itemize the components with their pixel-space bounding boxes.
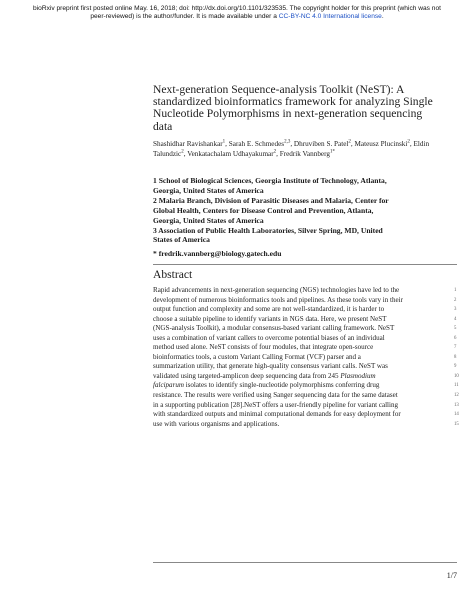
preprint-notice-line1: bioRxiv preprint first posted online May. 16, 2018; doi: http://dx.doi.org/10.1101/323535. The copyright holder for this preprint (which was not: [33, 5, 441, 12]
abstract-line: [153, 391, 457, 401]
affiliation-line: Global Health, Centers for Disease Control and Prevention, Atlanta,: [153, 205, 374, 215]
author: Shashidhar Ravishankar$^1$,: [153, 139, 229, 148]
author: Venkatachalam Udhayakumar$^2$,: [187, 149, 280, 158]
line-number: 11: [454, 383, 459, 389]
abstract-line: [153, 296, 457, 306]
title-line: data: [153, 119, 173, 133]
abstract-line: [153, 324, 457, 334]
abstract-text: in a supporting publication [28].NeST offers a user-friendly pipeline for variant calling: [153, 400, 398, 409]
abstract-line: [153, 372, 457, 382]
preprint-notice-line2: [0, 13, 474, 21]
line-number: 12: [454, 393, 459, 399]
author: Eldin Talundzic$^2$,: [153, 140, 430, 158]
author: Fredrik Vannberg$^{1*}$: [279, 149, 335, 158]
line-number: 3: [454, 307, 457, 313]
line-number: 8: [454, 354, 457, 360]
abstract-heading: Abstract: [153, 268, 193, 281]
line-number: 2: [454, 297, 457, 303]
preprint-notice-prefix: peer-reviewed) is the author/funder. It is made available under a: [90, 13, 279, 21]
abstract-line: [153, 353, 457, 363]
abstract-text: validated using targeted-amplicon deep sequencing data from 245: [153, 371, 341, 380]
abstract-line: [153, 362, 457, 372]
abstract-line: [153, 286, 457, 296]
author: Sarah E. Schmedes$^{2,3}$,: [228, 139, 294, 148]
line-number: 1: [454, 288, 457, 293]
affiliation-line: States of America: [153, 235, 210, 245]
line-number: 5: [454, 326, 457, 332]
affiliation-line: 2 Malaria Branch, Division of Parasitic Diseases and Malaria, Center for: [153, 195, 389, 205]
abstract-line: [153, 334, 457, 344]
affiliations: [153, 176, 443, 245]
section-divider: [153, 264, 457, 265]
abstract-text: falciparum: [153, 381, 184, 390]
preprint-notice: [0, 5, 474, 22]
abstract-text: uses a combination of variant callers to overcome potential biases of an individual: [153, 333, 385, 342]
license-link[interactable]: CC-BY-NC 4.0 International license: [278, 13, 382, 21]
line-number: 10: [454, 373, 459, 379]
abstract-text: isolates to identify single-nucleotide polymorphisms conferring drug: [183, 381, 380, 390]
title-line: Next-generation Sequence-analysis Toolkit (NeST): A: [153, 83, 405, 96]
affiliation-line: Georgia, United States of America: [153, 215, 264, 225]
line-number: 9: [454, 364, 457, 370]
paper-title: [153, 84, 453, 133]
abstract-text: resistance. The results were verified using Sanger sequencing data for the same dataset: [153, 391, 398, 400]
line-number: 6: [454, 335, 457, 341]
author: Dhruviben S. Patel$^2$,: [293, 139, 355, 148]
abstract-text: method used alone. NeST consists of four modules, that integrate open-source: [153, 343, 374, 352]
abstract-line: [153, 401, 457, 411]
abstract-line: [153, 305, 457, 315]
abstract-text: with standardized outputs and minimal computational demands for easy deployment for: [153, 410, 401, 419]
abstract-text: (NGS-analysis Toolkit), a modular consensus-based variant calling framework. NeST: [153, 324, 395, 333]
abstract-line: [153, 420, 457, 430]
title-line: standardized bioinformatics framework for analyzing Single: [153, 95, 433, 109]
affiliation-line: 1 School of Biological Sciences, Georgia Institute of Technology, Atlanta,: [153, 176, 387, 185]
abstract-text: choose a suitable pipeline to identify variants in NGS data. Here, we present NeST: [153, 314, 387, 323]
line-number: 7: [454, 345, 457, 351]
abstract-text: development of numerous bioinformatics tools and pipelines. As these tools vary in their: [153, 295, 403, 304]
abstract-text: bioinformatics tools, a custom Variant Calling Format (VCF) parser and a: [153, 352, 361, 361]
abstract-body: [153, 286, 457, 429]
author-list: [153, 139, 453, 159]
abstract-text: summarization utility, that generate high-quality consensus variant calls. NeST was: [153, 362, 388, 371]
abstract-text: Rapid advancements in next-generation sequencing (NGS) technologies have led to the: [153, 286, 400, 294]
abstract-text: Plasmodium: [340, 371, 376, 380]
footer-divider: [153, 562, 457, 563]
preprint-notice-suffix: .: [381, 13, 384, 21]
line-number: 14: [454, 412, 459, 418]
line-number: 4: [454, 316, 457, 322]
line-number: 13: [454, 402, 459, 408]
abstract-line: [153, 410, 457, 420]
affiliation-line: 3 Association of Public Health Laboratories, Silver Spring, MD, United: [153, 225, 383, 235]
abstract-line: [153, 381, 457, 391]
affiliation-line: Georgia, United States of America: [153, 185, 264, 195]
line-number: 15: [454, 421, 459, 427]
abstract-line: [153, 343, 457, 353]
page-number: 1/7: [446, 571, 457, 580]
title-line: Nucleotide Polymorphisms in next-generation sequencing: [153, 107, 423, 121]
author: Mateusz Plucinski$^2$,: [354, 139, 414, 148]
abstract-text: use with various organisms and applications.: [153, 419, 280, 428]
abstract-text: output function and complexity and some are not well-standardized, it is harder to: [153, 305, 385, 314]
correspondence-email: * fredrik.vannberg@biology.gatech.edu: [153, 249, 282, 258]
abstract-line: [153, 315, 457, 325]
